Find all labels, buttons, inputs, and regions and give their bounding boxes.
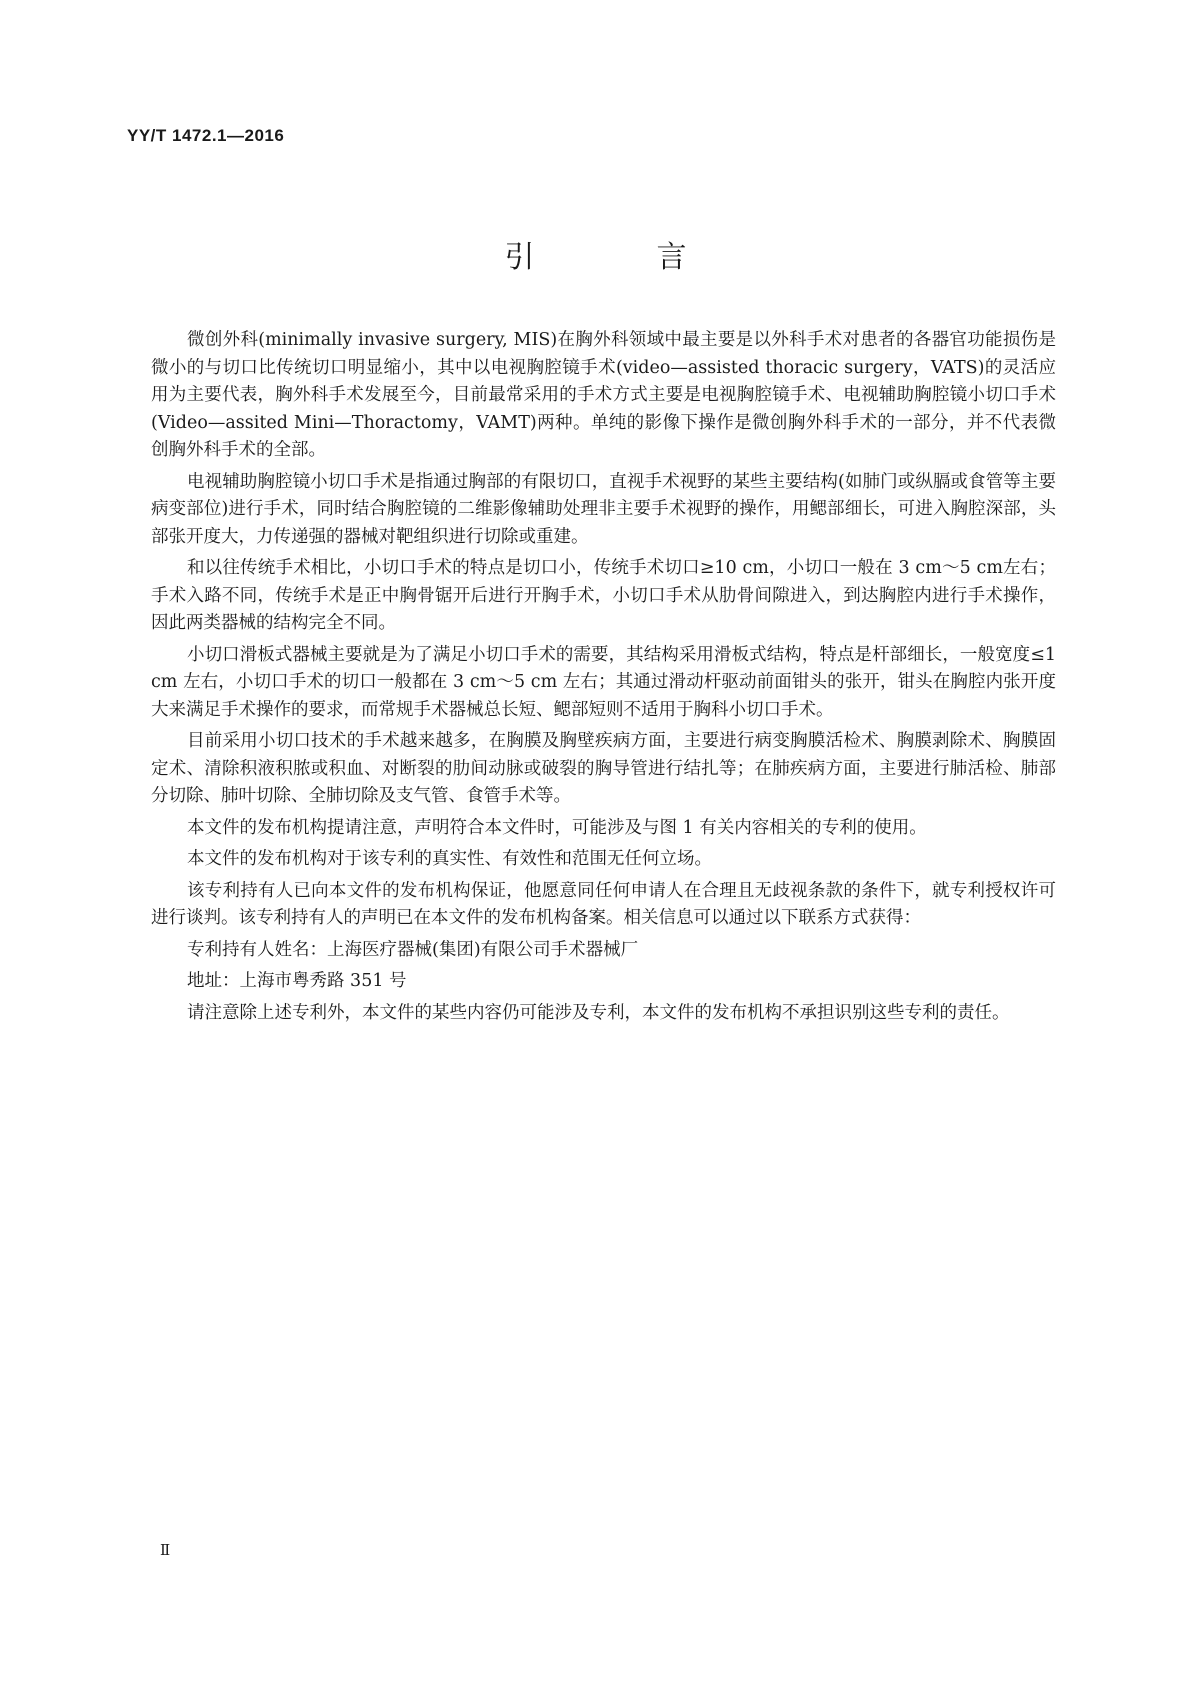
standard-code: YY/T 1472.1—2016 <box>127 126 285 145</box>
paragraph-other-patents: 请注意除上述专利外，本文件的某些内容仍可能涉及专利，本文件的发布机构不承担识别这些专利的责任。 <box>187 1002 1010 1023</box>
paragraph-comparison: 和以往传统手术相比，小切口手术的特点是切口小，传统手术切口≥10 cm，小切口一般在 3 cm～5 cm左右；手术入路不同，传统手术是正中胸骨锯开后进行开胸手术，小切口手术从肋骨间隙进入，到达胸腔内进行手术操作，因此两类器械的结构完全不同。 <box>151 558 1056 633</box>
paragraph-mis-overview: 微创外科(minimally invasive surgery, MIS)在胸外科领域中最主要是以外科手术对患者的各器官功能损伤是微小的与切口比传统切口明显缩小，其中以电视胸腔镜手术(video—assisted thoracic surgery，VATS)的灵活应用为主要代表，胸外科手术发展至今，目前最常采用的手术方式主要是电视胸腔镜手术、电视辅助胸腔镜小切口手术(Video—assited Mini—Thoractomy，VAMT)两种。单纯的影像下操作是微创胸外科手术的一部分，并不代表微创胸外科手术的全部。 <box>151 330 1056 460</box>
paragraph-patent-notice: 本文件的发布机构提请注意，声明符合本文件时，可能涉及与图 1 有关内容相关的专利的使用。 <box>187 817 927 838</box>
paragraph-patent-position: 本文件的发布机构对于该专利的真实性、有效性和范围无任何立场。 <box>187 849 712 869</box>
paragraph-patent-holder-address: 地址：上海市粤秀路 351 号 <box>187 971 407 991</box>
paragraph-patent-holder-name: 专利持有人姓名：上海医疗器械(集团)有限公司手术器械厂 <box>187 939 639 960</box>
paragraph-applications: 目前采用小切口技术的手术越来越多，在胸膜及胸壁疾病方面，主要进行病变胸膜活检术、胸膜剥除术、胸膜固定术、清除积液积脓或积血、对断裂的肋间动脉或破裂的胸导管进行结扎等；在肺疾病方面，主要进行肺活检、肺部分切除、肺叶切除、全肺切除及支气管、食管手术等。 <box>151 731 1056 806</box>
paragraph-slide-instruments: 小切口滑板式器械主要就是为了满足小切口手术的需要，其结构采用滑板式结构，特点是杆部细长，一般宽度≤1 cm 左右，小切口手术的切口一般都在 3 cm～5 cm 左右；其通过滑动杆驱动前面钳头的张开，钳头在胸腔内张开度大来满足手术操作的要求，而常规手术器械总长短、鳃部短则不适用于胸科小切口手术。 <box>151 644 1056 720</box>
page-number: Ⅱ <box>160 1541 171 1559</box>
paragraph-patent-holder-assurance: 该专利持有人已向本文件的发布机构保证，他愿意同任何申请人在合理且无歧视条款的条件下，就专利授权许可进行谈判。该专利持有人的声明已在本文件的发布机构备案。相关信息可以通过以下联系方式获得： <box>151 880 1056 928</box>
paragraph-vamt-definition: 电视辅助胸腔镜小切口手术是指通过胸部的有限切口，直视手术视野的某些主要结构(如肺门或纵膈或食管等主要病变部位)进行手术，同时结合胸腔镜的二维影像辅助处理非主要手术视野的操作，用鳃部细长，可进入胸腔深部，头部张开度大，力传递强的器械对靶组织进行切除或重建。 <box>151 471 1056 547</box>
page-title: 引 言 <box>504 240 733 275</box>
introduction-body <box>151 327 1056 1031</box>
